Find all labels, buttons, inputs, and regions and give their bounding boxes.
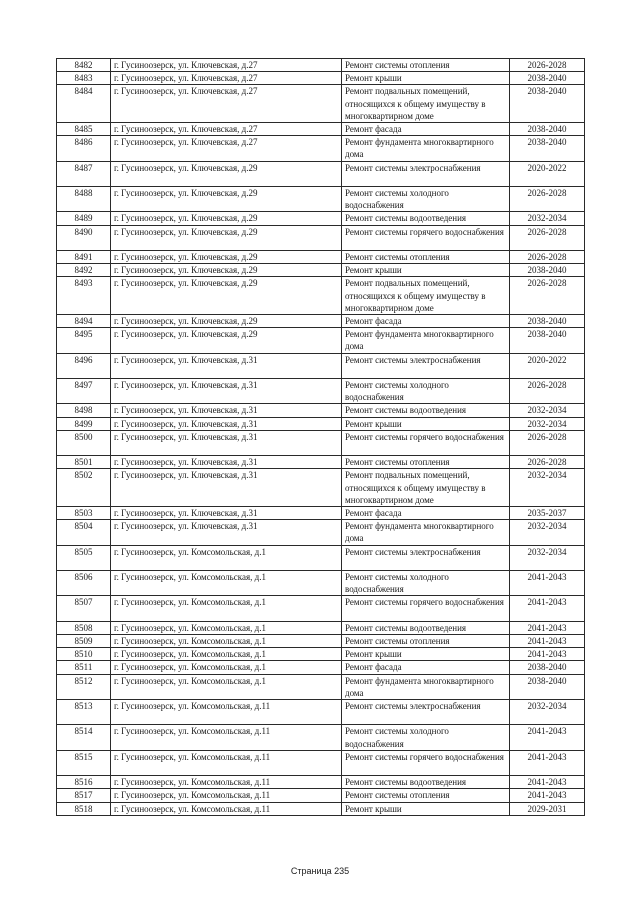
address-cell: г. Гусиноозерск, ул. Ключевская, д.29	[111, 328, 342, 353]
row-number-cell: 8506	[57, 571, 111, 596]
table-row	[57, 700, 585, 725]
table-row	[57, 72, 585, 85]
address-cell: г. Гусиноозерск, ул. Ключевская, д.29	[111, 315, 342, 328]
row-number-cell: 8515	[57, 750, 111, 775]
row-number-cell: 8490	[57, 225, 111, 250]
table-row	[57, 187, 585, 212]
address-cell: г. Гусиноозерск, ул. Комсомольская, д.1	[111, 545, 342, 570]
period-cell: 2041-2043	[510, 776, 585, 789]
address-cell: г. Гусиноозерск, ул. Комсомольская, д.1	[111, 635, 342, 648]
row-number-cell: 8510	[57, 648, 111, 661]
period-cell: 2032-2034	[510, 212, 585, 225]
work-type-cell: Ремонт подвальных помещений, относящихся к общему имуществу в многоквартирном доме	[342, 469, 510, 507]
period-cell: 2038-2040	[510, 674, 585, 699]
address-cell: г. Гусиноозерск, ул. Ключевская, д.31	[111, 456, 342, 469]
address-cell: г. Гусиноозерск, ул. Комсомольская, д.11	[111, 802, 342, 815]
work-type-cell: Ремонт системы отопления	[342, 635, 510, 648]
address-cell: г. Гусиноозерск, ул. Ключевская, д.29	[111, 251, 342, 264]
work-type-cell: Ремонт крыши	[342, 802, 510, 815]
work-type-cell: Ремонт системы водоотведения	[342, 212, 510, 225]
period-cell: 2020-2022	[510, 353, 585, 378]
period-cell: 2032-2034	[510, 545, 585, 570]
period-cell: 2026-2028	[510, 277, 585, 315]
period-cell: 2026-2028	[510, 251, 585, 264]
work-type-cell: Ремонт системы горячего водоснабжения	[342, 596, 510, 621]
row-number-cell: 8492	[57, 264, 111, 277]
table-row	[57, 264, 585, 277]
period-cell: 2038-2040	[510, 136, 585, 161]
period-cell: 2026-2028	[510, 430, 585, 455]
row-number-cell: 8511	[57, 661, 111, 674]
work-type-cell: Ремонт системы электроснабжения	[342, 545, 510, 570]
table-row	[57, 328, 585, 353]
row-number-cell: 8491	[57, 251, 111, 264]
work-type-cell: Ремонт крыши	[342, 264, 510, 277]
address-cell: г. Гусиноозерск, ул. Ключевская, д.31	[111, 469, 342, 507]
period-cell: 2032-2034	[510, 417, 585, 430]
row-number-cell: 8495	[57, 328, 111, 353]
address-cell: г. Гусиноозерск, ул. Комсомольская, д.11	[111, 789, 342, 802]
period-cell: 2032-2034	[510, 700, 585, 725]
period-cell: 2029-2031	[510, 802, 585, 815]
table-row	[57, 456, 585, 469]
address-cell: г. Гусиноозерск, ул. Ключевская, д.29	[111, 187, 342, 212]
work-type-cell: Ремонт фасада	[342, 507, 510, 520]
work-type-cell: Ремонт фасада	[342, 123, 510, 136]
table-row	[57, 123, 585, 136]
period-cell: 2041-2043	[510, 635, 585, 648]
work-type-cell: Ремонт фундамента многоквартирного дома	[342, 674, 510, 699]
row-number-cell: 8514	[57, 725, 111, 750]
address-cell: г. Гусиноозерск, ул. Комсомольская, д.1	[111, 674, 342, 699]
address-cell: г. Гусиноозерск, ул. Ключевская, д.29	[111, 277, 342, 315]
address-cell: г. Гусиноозерск, ул. Ключевская, д.31	[111, 430, 342, 455]
repair-schedule-table	[56, 58, 585, 816]
work-type-cell: Ремонт системы электроснабжения	[342, 700, 510, 725]
work-type-cell: Ремонт системы горячего водоснабжения	[342, 430, 510, 455]
row-number-cell: 8483	[57, 72, 111, 85]
row-number-cell: 8501	[57, 456, 111, 469]
table-row	[57, 59, 585, 72]
work-type-cell: Ремонт системы отопления	[342, 789, 510, 802]
period-cell: 2026-2028	[510, 187, 585, 212]
work-type-cell: Ремонт крыши	[342, 417, 510, 430]
address-cell: г. Гусиноозерск, ул. Ключевская, д.31	[111, 417, 342, 430]
row-number-cell: 8516	[57, 776, 111, 789]
table-row	[57, 379, 585, 404]
table-row	[57, 353, 585, 378]
period-cell: 2038-2040	[510, 123, 585, 136]
row-number-cell: 8507	[57, 596, 111, 621]
table-row	[57, 596, 585, 621]
row-number-cell: 8517	[57, 789, 111, 802]
work-type-cell: Ремонт системы водоотведения	[342, 776, 510, 789]
work-type-cell: Ремонт системы отопления	[342, 456, 510, 469]
period-cell: 2026-2028	[510, 379, 585, 404]
row-number-cell: 8494	[57, 315, 111, 328]
period-cell: 2041-2043	[510, 750, 585, 775]
table-row	[57, 635, 585, 648]
table-row	[57, 404, 585, 417]
work-type-cell: Ремонт фасада	[342, 661, 510, 674]
period-cell: 2032-2034	[510, 520, 585, 545]
row-number-cell: 8502	[57, 469, 111, 507]
period-cell: 2041-2043	[510, 571, 585, 596]
table-row	[57, 661, 585, 674]
address-cell: г. Гусиноозерск, ул. Комсомольская, д.1	[111, 621, 342, 634]
row-number-cell: 8488	[57, 187, 111, 212]
table-row	[57, 469, 585, 507]
work-type-cell: Ремонт фасада	[342, 315, 510, 328]
period-cell: 2038-2040	[510, 661, 585, 674]
address-cell: г. Гусиноозерск, ул. Ключевская, д.27	[111, 72, 342, 85]
work-type-cell: Ремонт системы холодного водоснабжения	[342, 725, 510, 750]
work-type-cell: Ремонт системы холодного водоснабжения	[342, 571, 510, 596]
row-number-cell: 8493	[57, 277, 111, 315]
row-number-cell: 8508	[57, 621, 111, 634]
work-type-cell: Ремонт системы холодного водоснабжения	[342, 187, 510, 212]
page-number: Страница 235	[290, 866, 350, 876]
table-row	[57, 85, 585, 123]
table-row	[57, 725, 585, 750]
address-cell: г. Гусиноозерск, ул. Комсомольская, д.11	[111, 700, 342, 725]
address-cell: г. Гусиноозерск, ул. Комсомольская, д.1	[111, 571, 342, 596]
address-cell: г. Гусиноозерск, ул. Ключевская, д.29	[111, 161, 342, 186]
row-number-cell: 8499	[57, 417, 111, 430]
period-cell: 2041-2043	[510, 648, 585, 661]
row-number-cell: 8489	[57, 212, 111, 225]
table-row	[57, 545, 585, 570]
table-row	[57, 750, 585, 775]
work-type-cell: Ремонт системы электроснабжения	[342, 161, 510, 186]
work-type-cell: Ремонт подвальных помещений, относящихся к общему имуществу в многоквартирном доме	[342, 85, 510, 123]
row-number-cell: 8487	[57, 161, 111, 186]
address-cell: г. Гусиноозерск, ул. Ключевская, д.27	[111, 59, 342, 72]
row-number-cell: 8497	[57, 379, 111, 404]
address-cell: г. Гусиноозерск, ул. Комсомольская, д.11	[111, 776, 342, 789]
address-cell: г. Гусиноозерск, ул. Ключевская, д.31	[111, 379, 342, 404]
work-type-cell: Ремонт системы отопления	[342, 251, 510, 264]
row-number-cell: 8500	[57, 430, 111, 455]
work-type-cell: Ремонт фундамента многоквартирного дома	[342, 328, 510, 353]
table-row	[57, 430, 585, 455]
address-cell: г. Гусиноозерск, ул. Ключевская, д.27	[111, 85, 342, 123]
table-row	[57, 315, 585, 328]
period-cell: 2038-2040	[510, 315, 585, 328]
address-cell: г. Гусиноозерск, ул. Комсомольская, д.1	[111, 596, 342, 621]
period-cell: 2020-2022	[510, 161, 585, 186]
work-type-cell: Ремонт системы водоотведения	[342, 621, 510, 634]
table-row	[57, 789, 585, 802]
table-row	[57, 277, 585, 315]
period-cell: 2041-2043	[510, 621, 585, 634]
table-row	[57, 520, 585, 545]
row-number-cell: 8512	[57, 674, 111, 699]
address-cell: г. Гусиноозерск, ул. Ключевская, д.29	[111, 212, 342, 225]
row-number-cell: 8482	[57, 59, 111, 72]
row-number-cell: 8504	[57, 520, 111, 545]
row-number-cell: 8485	[57, 123, 111, 136]
work-type-cell: Ремонт подвальных помещений, относящихся к общему имуществу в многоквартирном доме	[342, 277, 510, 315]
period-cell: 2032-2034	[510, 469, 585, 507]
period-cell: 2035-2037	[510, 507, 585, 520]
row-number-cell: 8503	[57, 507, 111, 520]
row-number-cell: 8484	[57, 85, 111, 123]
table-row	[57, 802, 585, 815]
table-row	[57, 776, 585, 789]
work-type-cell: Ремонт системы отопления	[342, 59, 510, 72]
address-cell: г. Гусиноозерск, ул. Ключевская, д.31	[111, 353, 342, 378]
table-row	[57, 161, 585, 186]
row-number-cell: 8496	[57, 353, 111, 378]
period-cell: 2041-2043	[510, 596, 585, 621]
row-number-cell: 8513	[57, 700, 111, 725]
table-row	[57, 136, 585, 161]
address-cell: г. Гусиноозерск, ул. Комсомольская, д.11	[111, 725, 342, 750]
address-cell: г. Гусиноозерск, ул. Ключевская, д.31	[111, 404, 342, 417]
table-row	[57, 417, 585, 430]
table-row	[57, 674, 585, 699]
period-cell: 2026-2028	[510, 225, 585, 250]
address-cell: г. Гусиноозерск, ул. Ключевская, д.27	[111, 123, 342, 136]
address-cell: г. Гусиноозерск, ул. Комсомольская, д.11	[111, 750, 342, 775]
period-cell: 2038-2040	[510, 72, 585, 85]
table-row	[57, 225, 585, 250]
row-number-cell: 8518	[57, 802, 111, 815]
row-number-cell: 8498	[57, 404, 111, 417]
table-row	[57, 621, 585, 634]
table-row	[57, 251, 585, 264]
address-cell: г. Гусиноозерск, ул. Комсомольская, д.1	[111, 648, 342, 661]
period-cell: 2041-2043	[510, 789, 585, 802]
work-type-cell: Ремонт системы холодного водоснабжения	[342, 379, 510, 404]
work-type-cell: Ремонт крыши	[342, 648, 510, 661]
work-type-cell: Ремонт системы водоотведения	[342, 404, 510, 417]
work-type-cell: Ремонт системы электроснабжения	[342, 353, 510, 378]
period-cell: 2041-2043	[510, 725, 585, 750]
work-type-cell: Ремонт фундамента многоквартирного дома	[342, 136, 510, 161]
period-cell: 2026-2028	[510, 456, 585, 469]
address-cell: г. Гусиноозерск, ул. Комсомольская, д.1	[111, 661, 342, 674]
address-cell: г. Гусиноозерск, ул. Ключевская, д.31	[111, 507, 342, 520]
address-cell: г. Гусиноозерск, ул. Ключевская, д.31	[111, 520, 342, 545]
row-number-cell: 8486	[57, 136, 111, 161]
address-cell: г. Гусиноозерск, ул. Ключевская, д.27	[111, 136, 342, 161]
period-cell: 2038-2040	[510, 264, 585, 277]
work-type-cell: Ремонт фундамента многоквартирного дома	[342, 520, 510, 545]
period-cell: 2026-2028	[510, 59, 585, 72]
period-cell: 2038-2040	[510, 328, 585, 353]
table-body	[57, 59, 585, 816]
period-cell: 2038-2040	[510, 85, 585, 123]
row-number-cell: 8505	[57, 545, 111, 570]
work-type-cell: Ремонт крыши	[342, 72, 510, 85]
table-row	[57, 648, 585, 661]
work-type-cell: Ремонт системы горячего водоснабжения	[342, 225, 510, 250]
work-type-cell: Ремонт системы горячего водоснабжения	[342, 750, 510, 775]
table-row	[57, 571, 585, 596]
address-cell: г. Гусиноозерск, ул. Ключевская, д.29	[111, 264, 342, 277]
table-row	[57, 507, 585, 520]
row-number-cell: 8509	[57, 635, 111, 648]
address-cell: г. Гусиноозерск, ул. Ключевская, д.29	[111, 225, 342, 250]
table-row	[57, 212, 585, 225]
period-cell: 2032-2034	[510, 404, 585, 417]
